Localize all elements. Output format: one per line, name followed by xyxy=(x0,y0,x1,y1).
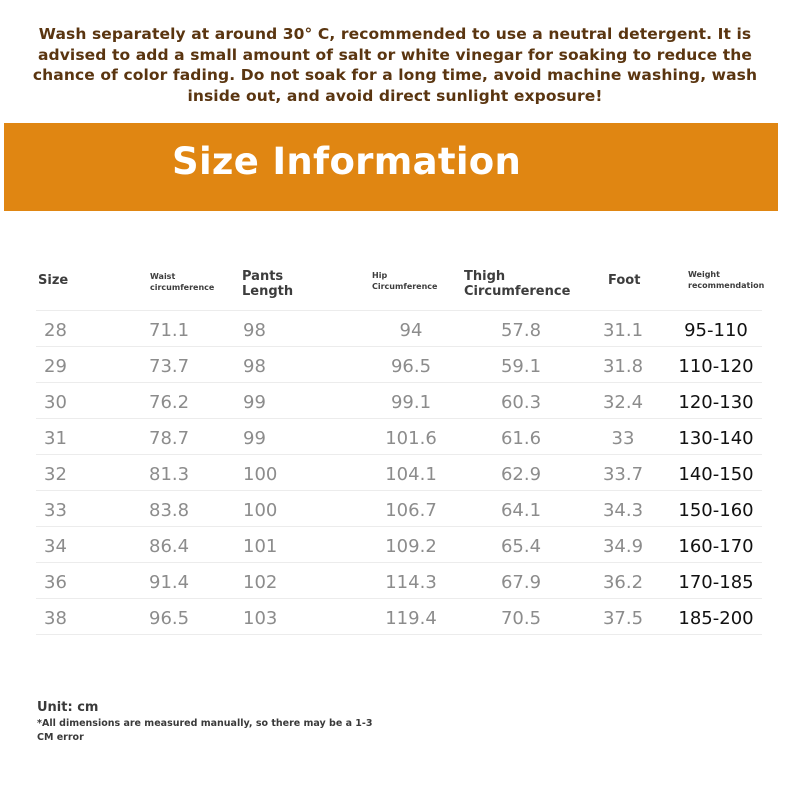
table-cell: 38 xyxy=(44,608,67,629)
unit-label: Unit: cm xyxy=(37,700,99,715)
table-cell: 33 xyxy=(611,428,635,449)
table-cell: 65.4 xyxy=(500,536,542,557)
table-cell: 91.4 xyxy=(149,572,190,593)
table-cell: 37.5 xyxy=(602,608,644,629)
table-row xyxy=(36,598,762,635)
table-cell: 71.1 xyxy=(149,320,190,341)
table-row xyxy=(36,346,762,383)
table-cell: 31 xyxy=(44,428,67,449)
table-cell: 33.7 xyxy=(602,464,644,485)
table-cell: 86.4 xyxy=(149,536,190,557)
header-size: Size xyxy=(38,273,69,288)
table-cell: 120-130 xyxy=(678,392,754,413)
table-cell: 185-200 xyxy=(678,608,754,629)
measurement-note: *All dimensions are measured manually, so there may be a 1-3 CM error xyxy=(37,718,373,743)
table-cell: 96.5 xyxy=(390,356,432,377)
table-row xyxy=(36,382,762,419)
header-pants-length: Pants Length xyxy=(242,269,294,299)
table-cell: 31.1 xyxy=(602,320,644,341)
table-cell: 57.8 xyxy=(500,320,542,341)
table-row xyxy=(36,418,762,455)
table-cell: 110-120 xyxy=(678,356,754,377)
table-cell: 95-110 xyxy=(684,320,748,341)
header-hip: Hip Circumference xyxy=(372,271,438,291)
table-cell: 103 xyxy=(243,608,278,629)
table-cell: 76.2 xyxy=(149,392,190,413)
table-cell: 78.7 xyxy=(149,428,190,449)
table-cell: 34 xyxy=(44,536,67,557)
table-cell: 62.9 xyxy=(500,464,542,485)
table-cell: 150-160 xyxy=(678,500,754,521)
table-cell: 94 xyxy=(399,320,423,341)
table-row xyxy=(36,490,762,527)
table-row xyxy=(36,526,762,563)
table-cell: 36 xyxy=(44,572,67,593)
table-cell: 102 xyxy=(243,572,278,593)
header-foot: Foot xyxy=(608,273,641,288)
table-cell: 101 xyxy=(243,536,278,557)
table-cell: 31.8 xyxy=(602,356,644,377)
table-cell: 100 xyxy=(243,500,278,521)
table-cell: 59.1 xyxy=(500,356,542,377)
header-thigh: Thigh Circumference xyxy=(464,269,571,299)
table-row xyxy=(36,454,762,491)
table-cell: 29 xyxy=(44,356,67,377)
table-cell: 73.7 xyxy=(149,356,190,377)
table-cell: 98 xyxy=(243,356,266,377)
table-bottom-rule xyxy=(36,634,762,635)
table-cell: 98 xyxy=(243,320,266,341)
table-cell: 106.7 xyxy=(385,500,437,521)
table-cell: 70.5 xyxy=(500,608,542,629)
table-cell: 140-150 xyxy=(678,464,754,485)
banner-title: Size Information xyxy=(172,140,522,183)
table-cell: 100 xyxy=(243,464,278,485)
table-cell: 32.4 xyxy=(602,392,644,413)
table-cell: 99.1 xyxy=(390,392,432,413)
care-instructions: Wash separately at around 30° C, recommended to use a neutral detergent. It is advised to add a small amount of salt or white vinegar for soaking to reduce the chance of color fading. Do not soak for a long time, avoid machine washing, wash inside out, and avoid direct sunlight exposure! xyxy=(32,25,758,105)
table-cell: 96.5 xyxy=(149,608,190,629)
table-cell: 81.3 xyxy=(149,464,190,485)
table-cell: 64.1 xyxy=(500,500,542,521)
table-cell: 119.4 xyxy=(385,608,437,629)
table-cell: 67.9 xyxy=(500,572,542,593)
table-cell: 104.1 xyxy=(385,464,437,485)
table-cell: 30 xyxy=(44,392,67,413)
table-cell: 160-170 xyxy=(678,536,754,557)
table-cell: 61.6 xyxy=(500,428,542,449)
header-weight: Weight recommendation xyxy=(688,270,765,290)
table-cell: 83.8 xyxy=(149,500,190,521)
table-cell: 32 xyxy=(44,464,67,485)
table-cell: 109.2 xyxy=(385,536,437,557)
header-waist: Waist circumference xyxy=(150,272,215,292)
table-cell: 114.3 xyxy=(385,572,437,593)
table-cell: 28 xyxy=(44,320,67,341)
table-row xyxy=(36,562,762,599)
table-cell: 36.2 xyxy=(602,572,644,593)
table-cell: 99 xyxy=(243,428,266,449)
table-row xyxy=(36,310,762,347)
table-cell: 101.6 xyxy=(385,428,437,449)
table-cell: 60.3 xyxy=(500,392,542,413)
table-cell: 99 xyxy=(243,392,266,413)
table-cell: 170-185 xyxy=(678,572,754,593)
table-cell: 34.3 xyxy=(602,500,644,521)
table-cell: 33 xyxy=(44,500,67,521)
table-cell: 130-140 xyxy=(678,428,754,449)
table-cell: 34.9 xyxy=(602,536,644,557)
